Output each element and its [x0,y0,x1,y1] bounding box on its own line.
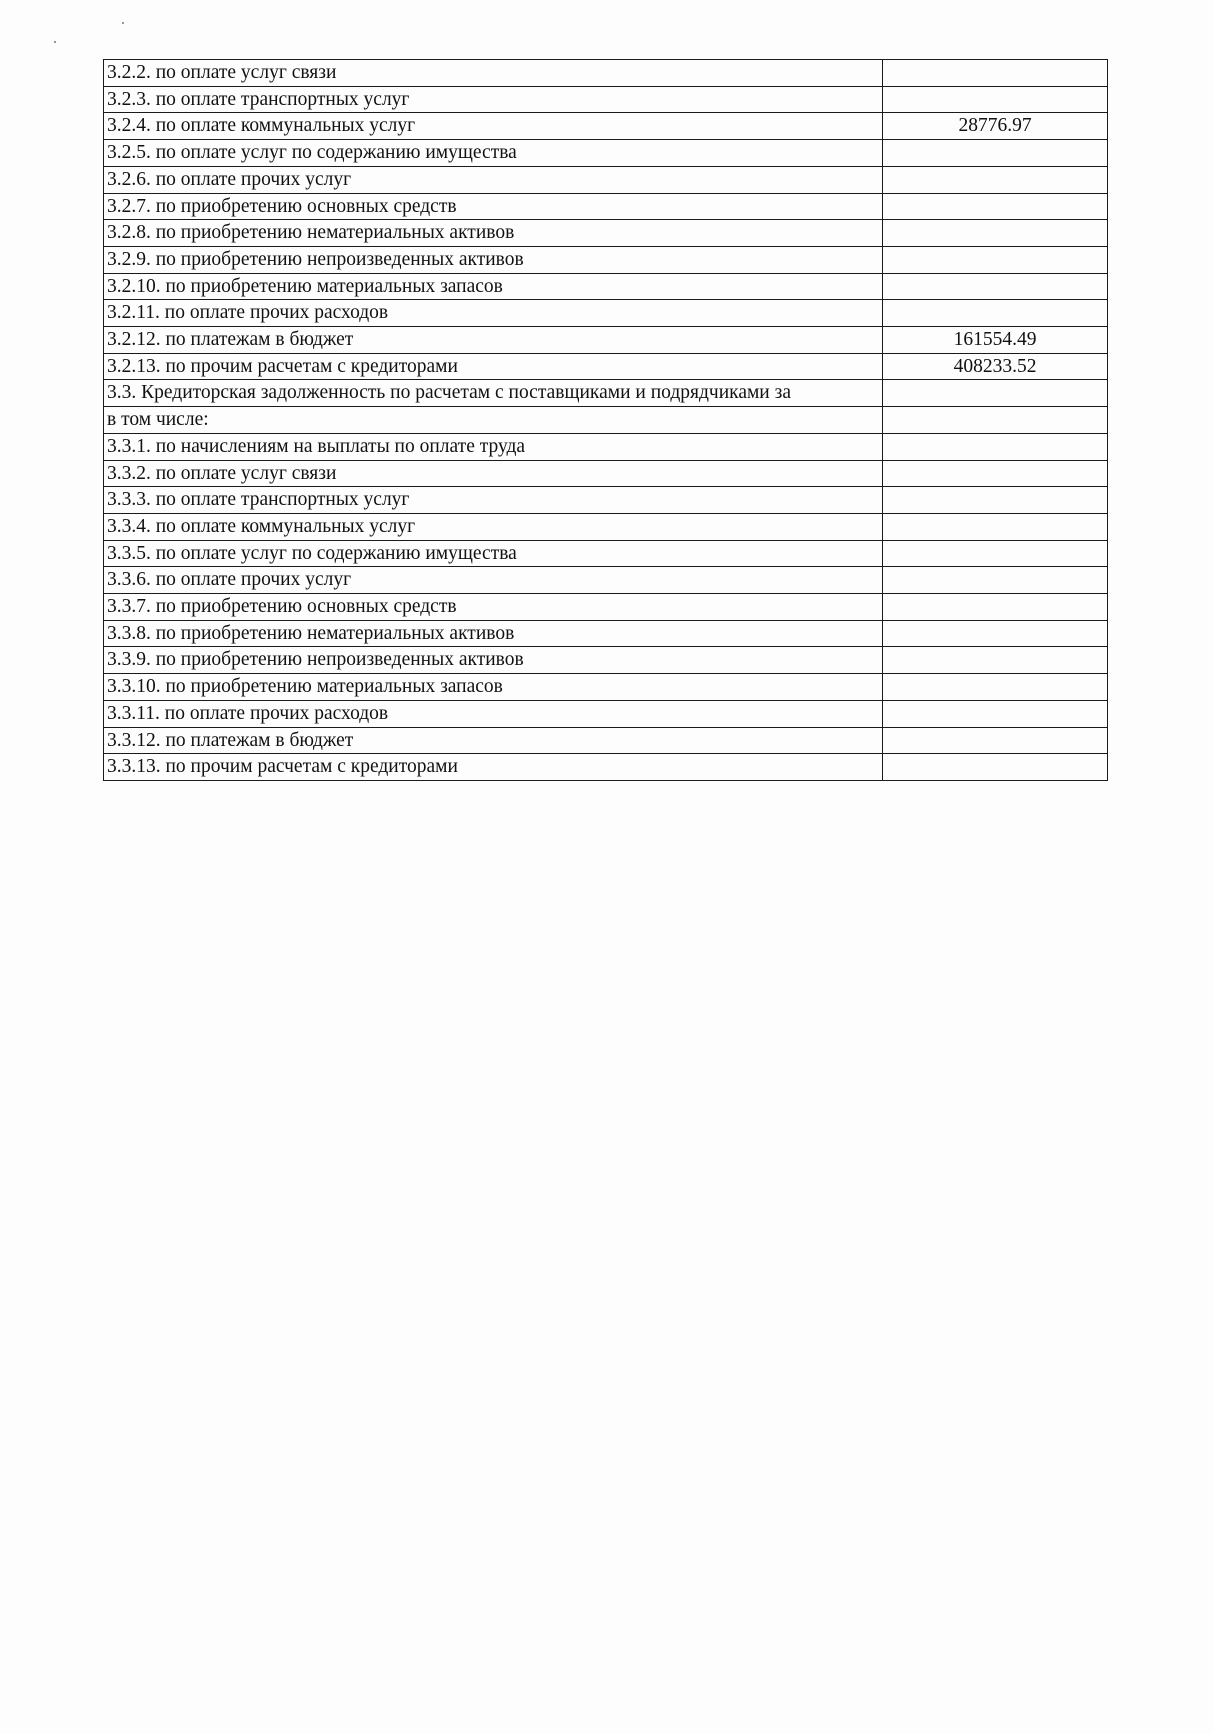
table-row [104,273,1108,300]
table-row [104,700,1108,727]
row-value [883,727,1108,754]
row-label: 3.2.10. по приобретению материальных запасов [104,273,883,300]
table-row [104,540,1108,567]
table-row [104,727,1108,754]
row-label: 3.2.8. по приобретению нематериальных активов [104,220,883,247]
row-label: 3.2.2. по оплате услуг связи [104,60,883,87]
row-label: 3.3.8. по приобретению нематериальных активов [104,620,883,647]
row-value [883,166,1108,193]
table-row [104,246,1108,273]
row-label: 3.2.12. по платежам в бюджет [104,327,883,354]
row-label: 3.3.10. по приобретению материальных запасов [104,674,883,701]
scan-speck [54,41,56,43]
table-row [104,353,1108,380]
row-label: 3.2.11. по оплате прочих расходов [104,300,883,327]
row-label: 3.2.3. по оплате транспортных услуг [104,86,883,113]
row-label: 3.2.4. по оплате коммунальных услуг [104,113,883,140]
row-value [883,273,1108,300]
row-value [883,86,1108,113]
row-value [883,60,1108,87]
scan-speck [122,22,124,24]
row-label: 3.2.13. по прочим расчетам с кредиторами [104,353,883,380]
row-label: 3.3.2. по оплате услуг связи [104,460,883,487]
row-label: в том числе: [104,407,883,434]
row-label: 3.2.7. по приобретению основных средств [104,193,883,220]
row-label: 3.3.13. по прочим расчетам с кредиторами [104,754,883,781]
row-value [883,433,1108,460]
row-label: 3.3.7. по приобретению основных средств [104,594,883,621]
table-row [104,620,1108,647]
row-value [883,647,1108,674]
row-value: 408233.52 [883,353,1108,380]
row-label: 3.3.11. по оплате прочих расходов [104,700,883,727]
table-row [104,380,1108,407]
row-value [883,193,1108,220]
table-row [104,674,1108,701]
table-row [104,193,1108,220]
row-value [883,594,1108,621]
row-value [883,220,1108,247]
row-label: 3.3.5. по оплате услуг по содержанию имущества [104,540,883,567]
row-label: 3.2.6. по оплате прочих услуг [104,166,883,193]
row-value [883,700,1108,727]
row-value [883,380,1108,407]
row-label: 3.3.12. по платежам в бюджет [104,727,883,754]
row-label: 3.3.4. по оплате коммунальных услуг [104,513,883,540]
table-row [104,220,1108,247]
table-row [104,300,1108,327]
row-label: 3.3.1. по начислениям на выплаты по оплате труда [104,433,883,460]
table-body [104,60,1108,781]
row-label: 3.3. Кредиторская задолженность по расчетам с поставщиками и подрядчиками за [104,380,883,407]
row-value [883,540,1108,567]
row-value: 161554.49 [883,327,1108,354]
row-value [883,487,1108,514]
table-row [104,407,1108,434]
table-row [104,86,1108,113]
row-value: 28776.97 [883,113,1108,140]
row-label: 3.3.6. по оплате прочих услуг [104,567,883,594]
table-row [104,433,1108,460]
row-label: 3.2.5. по оплате услуг по содержанию имущества [104,140,883,167]
table-row [104,487,1108,514]
row-value [883,513,1108,540]
table-row [104,166,1108,193]
table-row [104,754,1108,781]
table-row [104,113,1108,140]
row-label: 3.3.9. по приобретению непроизведенных активов [104,647,883,674]
table-row [104,60,1108,87]
row-label: 3.3.3. по оплате транспортных услуг [104,487,883,514]
row-value [883,754,1108,781]
table-row [104,460,1108,487]
row-value [883,407,1108,434]
table-row [104,567,1108,594]
table-row [104,327,1108,354]
row-value [883,460,1108,487]
row-value [883,620,1108,647]
row-value [883,567,1108,594]
table-row [104,513,1108,540]
row-value [883,300,1108,327]
accounts-payable-table [103,59,1108,781]
table-row [104,594,1108,621]
row-value [883,246,1108,273]
table-row [104,647,1108,674]
row-label: 3.2.9. по приобретению непроизведенных активов [104,246,883,273]
table-row [104,140,1108,167]
row-value [883,674,1108,701]
row-value [883,140,1108,167]
